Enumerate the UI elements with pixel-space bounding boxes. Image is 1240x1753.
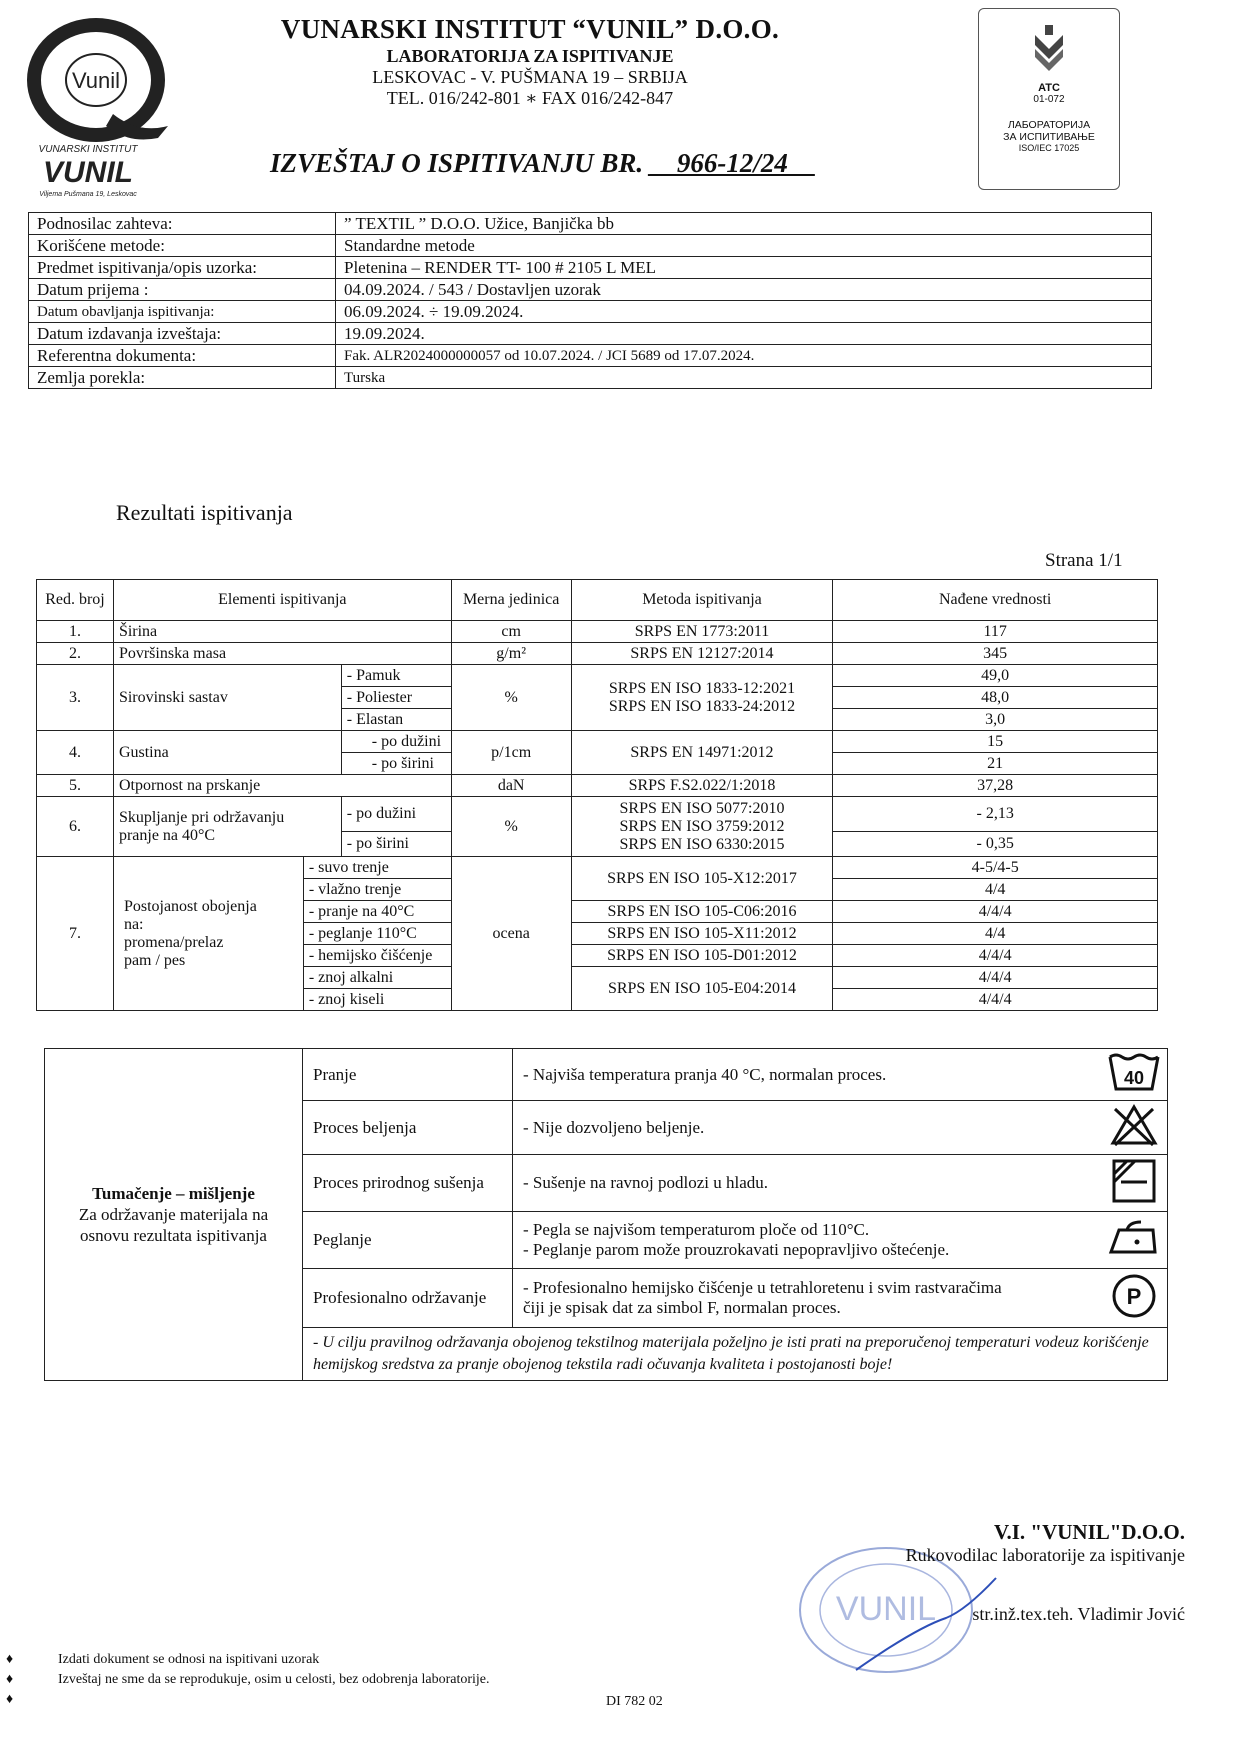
accreditation-badge: ATC 01-072 ЛАБОРАТОРИЈА ЗА ИСПИТИВАЊЕ ISO/IEC 17025 xyxy=(978,8,1120,190)
no-bleach-icon xyxy=(1101,1101,1168,1155)
table-row: 5. Otpornost na prskanje daN SRPS F.S2.022/1:2018 37,28 xyxy=(37,775,1158,797)
info-row: Korišćene metode: Standardne metode xyxy=(29,235,1152,257)
table-row: 7. Postojanost obojenja na: promena/prelaz pam / pes - suvo trenje ocena SRPS EN ISO 105-X12:2017 4-5/4-5 xyxy=(37,857,1158,879)
info-row: Datum izdavanja izveštaja: 19.09.2024. xyxy=(29,323,1152,345)
signature-company: V.I. "VUNIL"D.O.O. xyxy=(994,1520,1185,1544)
table-row: - pranje na 40°C SRPS EN ISO 105-C06:2016 4/4/4 xyxy=(37,901,1158,923)
institute-name: VUNARSKI INSTITUT “VUNIL” D.O.O. xyxy=(280,14,780,44)
svg-text:P: P xyxy=(1126,1283,1142,1309)
dry-flat-shade-icon xyxy=(1101,1155,1168,1212)
svg-text:Viljema Pušmana 19, Leskovac: Viljema Pušmana 19, Leskovac xyxy=(39,191,137,198)
report-title-prefix: IZVEŠTAJ O ISPITIVANJU BR. xyxy=(270,148,644,178)
results-table xyxy=(36,579,1158,1011)
table-row: - hemijsko čišćenje SRPS EN ISO 105-D01:2012 4/4/4 xyxy=(37,945,1158,967)
institute-header xyxy=(250,14,810,110)
table-row: - Elastan 3,0 xyxy=(37,709,1158,731)
vunil-logo xyxy=(18,14,178,204)
table-row: 4. Gustina - po dužini p/1cm SRPS EN 14971:2012 15 xyxy=(37,731,1158,753)
col-value: Nađene vrednosti xyxy=(833,580,1158,621)
table-row: 2. Površinska masa g/m² SRPS EN 12127:2014 345 xyxy=(37,643,1158,665)
col-unit: Merna jedinica xyxy=(451,580,571,621)
care-note: - U cilju pravilnog održavanja obojenog tekstilnog materijala poželjno je isti prati na preporučenoj temperaturi vodeuz korišćenje hemijskog sredstva za pranje obojenog tekstila radi očuvanja kvaliteta i postojanosti boje! xyxy=(303,1328,1168,1381)
info-row: Predmet ispitivanja/opis uzorka: Pletenina – RENDER TT- 100 # 2105 L MEL xyxy=(29,257,1152,279)
table-row: - po širini - 0,35 xyxy=(37,832,1158,857)
institute-address: LESKOVAC - V. PUŠMANA 19 – SRBIJA xyxy=(372,67,688,88)
care-row: Peglanje - Pegla se najvišom temperaturom ploče od 110°C. - Peglanje parom može prouzrokavati nepopravljivo oštećenje. xyxy=(45,1212,1168,1269)
iron-low-icon xyxy=(1101,1212,1168,1269)
signature-role: Rukovodilac laboratorije za ispitivanje xyxy=(905,1545,1185,1565)
care-row: Proces beljenja - Nije dozvoljeno beljenje. xyxy=(45,1101,1168,1155)
lab-name: LABORATORIJA ZA ISPITIVANJE xyxy=(386,45,674,66)
atc-mark-icon xyxy=(1029,25,1069,73)
svg-text:Vunil: Vunil xyxy=(71,68,121,93)
svg-text:VUNIL: VUNIL xyxy=(835,1590,937,1628)
table-row: 6. Skupljanje pri održavanju pranje na 40°C - po dužini % SRPS EN ISO 5077:2010 SRPS EN ISO 3759:2012 SRPS EN ISO 6330:2015 - 2,13 xyxy=(37,797,1158,832)
svg-text:VUNARSKI INSTITUT: VUNARSKI INSTITUT xyxy=(38,144,138,155)
dry-clean-p-icon xyxy=(1101,1269,1168,1328)
report-title xyxy=(270,148,815,179)
care-row: Profesionalno održavanje - Profesionalno hemijsko čišćenje u tetrahloretenu i svim rastvaračima čiji je spisak dat za simbol F, normalan proces. P xyxy=(45,1269,1168,1328)
care-interpretation-table xyxy=(44,1048,1168,1381)
signature-name: str.inž.tex.teh. Vladimir Jović xyxy=(972,1604,1185,1624)
table-row: - znoj alkalni SRPS EN ISO 105-E04:2014 4/4/4 xyxy=(37,967,1158,989)
col-method: Metoda ispitivanja xyxy=(571,580,833,621)
info-row: Datum obavljanja ispitivanja: 06.09.2024. ÷ 19.09.2024. xyxy=(29,301,1152,323)
wash-40-icon xyxy=(1101,1049,1168,1101)
results-header-row xyxy=(37,580,1158,621)
col-element: Elementi ispitivanja xyxy=(113,580,451,621)
info-row: Datum prijema : 04.09.2024. / 543 / Dostavljen uzorak xyxy=(29,279,1152,301)
document-code: DI 782 02 xyxy=(606,1694,663,1709)
table-row: - peglanje 110°C SRPS EN ISO 105-X11:2012 4/4 xyxy=(37,923,1158,945)
table-row: - po širini 21 xyxy=(37,753,1158,775)
request-info-table xyxy=(28,212,1152,389)
care-row: Proces prirodnog sušenja - Sušenje na ravnoj podlozi u hladu. xyxy=(45,1155,1168,1212)
results-title: Rezultati ispitivanja xyxy=(116,500,293,525)
table-row: 3. Sirovinski sastav - Pamuk % SRPS EN ISO 1833-12:2021 SRPS EN ISO 1833-24:2012 49,0 xyxy=(37,665,1158,687)
footer-note: ♦ Izdati dokument se odnosi na ispitivani uzorak xyxy=(6,1652,320,1667)
care-row: Tumačenje – mišljenje Za održavanje materijala na osnovu rezultata ispitivanja Pranje - Najviša temperatura pranja 40 °C, normalan proces. 40 xyxy=(45,1049,1168,1101)
svg-text:40: 40 xyxy=(1123,1068,1145,1088)
svg-text:VUNIL: VUNIL xyxy=(43,156,133,189)
footer-notes: ♦ Izdati dokument se odnosi na ispitivani uzorak ♦ Izveštaj ne sme da se reprodukuje, osim u celosti, bez odobrenja laboratorije. ♦ xyxy=(6,1652,490,1707)
interpretation-lead: Tumačenje – mišljenje Za održavanje materijala na osnovu rezultata ispitivanja xyxy=(45,1049,303,1381)
col-no: Red. broj xyxy=(37,580,114,621)
table-row: 1. Širina cm SRPS EN 1773:2011 117 xyxy=(37,621,1158,643)
signature-block xyxy=(895,1520,1185,1625)
table-row: - Poliester 48,0 xyxy=(37,687,1158,709)
footer-note: ♦ Izveštaj ne sme da se reprodukuje, osim u celosti, bez odobrenja laboratorije. xyxy=(6,1672,490,1687)
info-row: Podnosilac zahteva: ” TEXTIL ” D.O.O. Užice, Banjička bb xyxy=(29,213,1152,235)
info-row: Zemlja porekla: Turska xyxy=(29,367,1152,389)
info-row: Referentna dokumenta: Fak. ALR2024000000057 od 10.07.2024. / JCI 5689 od 17.07.2024. xyxy=(29,345,1152,367)
table-row: - znoj kiseli 4/4/4 xyxy=(37,989,1158,1011)
page-number: Strana 1/1 xyxy=(1045,550,1123,571)
table-row: - vlažno trenje 4/4 xyxy=(37,879,1158,901)
institute-phone: TEL. 016/242-801 ∗ FAX 016/242-847 xyxy=(386,88,674,109)
report-number: __966-12/24__ xyxy=(649,148,815,178)
